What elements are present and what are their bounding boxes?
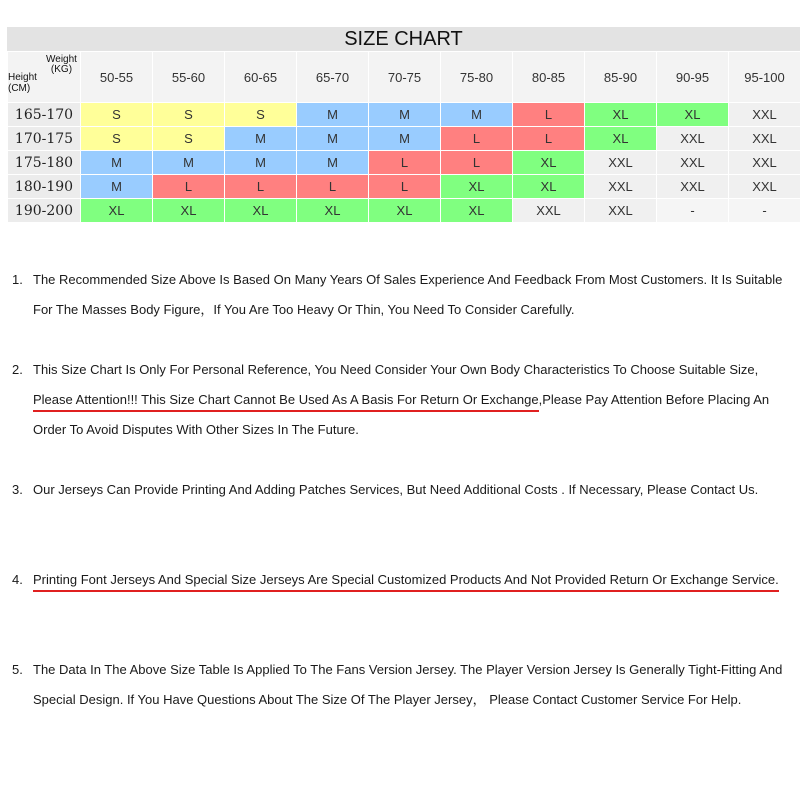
size-cell: XL xyxy=(225,199,296,222)
size-cell: L xyxy=(225,175,296,198)
note-text xyxy=(33,655,783,715)
size-cell: XXL xyxy=(729,175,800,198)
table-row xyxy=(8,151,800,174)
note-segment-text: ,Please Pay Attention Before Placing An Order To Avoid Disputes With Other Sizes In The Future. xyxy=(33,392,770,437)
size-cell: XXL xyxy=(729,151,800,174)
corner-cell xyxy=(8,52,80,102)
size-cell: - xyxy=(729,199,800,222)
size-cell: S xyxy=(81,103,152,126)
weight-header: 90-95 xyxy=(657,52,728,102)
size-cell: XXL xyxy=(657,175,728,198)
height-label-text: Height xyxy=(8,72,37,83)
weight-header: 70-75 xyxy=(369,52,440,102)
weight-header: 95-100 xyxy=(729,52,800,102)
table-row xyxy=(8,103,800,126)
size-cell: L xyxy=(441,127,512,150)
weight-header: 50-55 xyxy=(81,52,152,102)
size-cell: M xyxy=(81,151,152,174)
size-cell: M xyxy=(369,127,440,150)
weight-header: 75-80 xyxy=(441,52,512,102)
note-emphasis-text: Please Attention!!! This Size Chart Cannot Be Used As A Basis For Return Or Exchange xyxy=(33,392,539,412)
weight-header: 80-85 xyxy=(513,52,584,102)
weight-header: 85-90 xyxy=(585,52,656,102)
height-header: 190-200 xyxy=(8,199,80,222)
size-chart xyxy=(7,27,800,223)
table-row xyxy=(8,199,800,222)
size-cell: XL xyxy=(657,103,728,126)
note-segment-text: The Data In The Above Size Table Is Applied To The Fans Version Jersey. The Player Version Jersey Is Generally Tight-Fitting And Special Design. If You Have Questions About The Size Of The Player Jersey， Please Contact Customer Service For Help. xyxy=(33,662,783,707)
note-text xyxy=(33,265,783,325)
size-cell: XXL xyxy=(585,199,656,222)
size-cell: L xyxy=(369,175,440,198)
size-cell: XL xyxy=(585,103,656,126)
size-cell: L xyxy=(297,175,368,198)
chart-title: SIZE CHART xyxy=(7,27,800,51)
note-number: 1. xyxy=(12,272,23,287)
weight-header: 55-60 xyxy=(153,52,224,102)
size-cell: S xyxy=(153,127,224,150)
size-cell: XXL xyxy=(729,103,800,126)
size-cell: M xyxy=(81,175,152,198)
size-cell: L xyxy=(513,127,584,150)
size-cell: L xyxy=(369,151,440,174)
note-emphasis-text: Printing Font Jerseys And Special Size Jerseys Are Special Customized Products And Not Provided Return Or Exchange Service. xyxy=(33,572,779,592)
note-number: 2. xyxy=(12,362,23,377)
table-row xyxy=(8,175,800,198)
size-cell: XL xyxy=(513,175,584,198)
size-cell: M xyxy=(297,103,368,126)
size-cell: XXL xyxy=(585,151,656,174)
size-cell: M xyxy=(225,127,296,150)
size-cell: XL xyxy=(585,127,656,150)
note-text xyxy=(33,565,783,595)
size-cell: M xyxy=(441,103,512,126)
weight-header: 65-70 xyxy=(297,52,368,102)
size-cell: XXL xyxy=(585,175,656,198)
height-header: 175-180 xyxy=(8,151,80,174)
size-table xyxy=(7,51,800,223)
size-cell: L xyxy=(441,151,512,174)
size-cell: S xyxy=(153,103,224,126)
note-number: 4. xyxy=(12,572,23,587)
size-cell: XXL xyxy=(657,127,728,150)
note-number: 5. xyxy=(12,662,23,677)
size-cell: L xyxy=(153,175,224,198)
size-cell: XXL xyxy=(657,151,728,174)
height-label xyxy=(8,72,37,94)
weight-unit-text: (KG) xyxy=(50,64,73,75)
note-segment-text: The Recommended Size Above Is Based On Many Years Of Sales Experience And Feedback From Most Customers. It Is Suitable For The Masses Body Figure，If You Are Too Heavy Or Thin, You Need To Consider Carefully. xyxy=(33,272,783,317)
height-unit-text: (CM) xyxy=(8,83,31,94)
size-cell: XL xyxy=(441,175,512,198)
size-cell: L xyxy=(513,103,584,126)
size-cell: XL xyxy=(81,199,152,222)
size-cell: XXL xyxy=(513,199,584,222)
size-cell: XL xyxy=(153,199,224,222)
size-cell: S xyxy=(225,103,296,126)
size-cell: M xyxy=(153,151,224,174)
note-text xyxy=(33,475,783,505)
size-cell: M xyxy=(369,103,440,126)
weight-label xyxy=(46,55,77,75)
size-cell: XXL xyxy=(729,127,800,150)
note-segment-text: Our Jerseys Can Provide Printing And Adding Patches Services, But Need Additional Costs . If Necessary, Please Contact Us. xyxy=(33,482,759,497)
weight-label-text: Weight xyxy=(46,54,77,65)
size-cell: M xyxy=(225,151,296,174)
size-cell: - xyxy=(657,199,728,222)
size-cell: XL xyxy=(369,199,440,222)
size-cell: M xyxy=(297,127,368,150)
note-number: 3. xyxy=(12,482,23,497)
table-row xyxy=(8,127,800,150)
note-segment-text: This Size Chart Is Only For Personal Reference, You Need Consider Your Own Body Characteristics To Choose Suitable Size, xyxy=(33,362,759,377)
weight-header: 60-65 xyxy=(225,52,296,102)
size-cell: S xyxy=(81,127,152,150)
note-text xyxy=(33,355,783,445)
size-cell: XL xyxy=(441,199,512,222)
size-cell: M xyxy=(297,151,368,174)
height-header: 165-170 xyxy=(8,103,80,126)
size-cell: XL xyxy=(513,151,584,174)
header-row xyxy=(8,52,800,102)
height-header: 170-175 xyxy=(8,127,80,150)
size-cell: XL xyxy=(297,199,368,222)
height-header: 180-190 xyxy=(8,175,80,198)
